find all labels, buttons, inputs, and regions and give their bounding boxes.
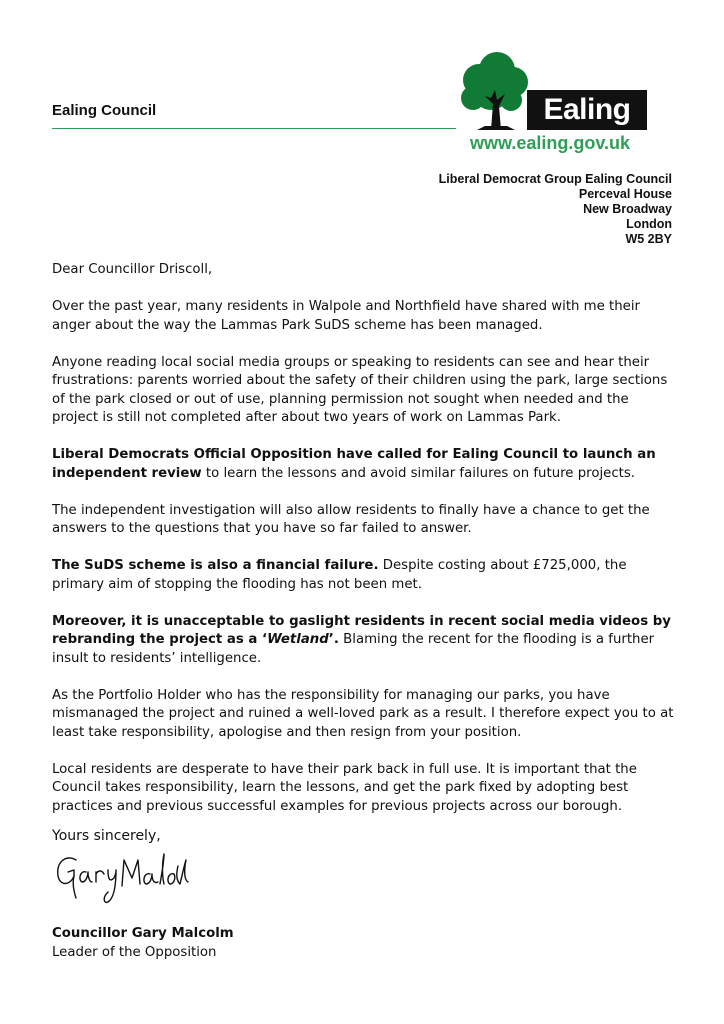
- tree-icon: [461, 52, 528, 130]
- paragraph-text: Despite costing about £725,000, the primary aim of stopping the flooding has not been met.: [52, 558, 627, 592]
- bold-italic-text: [267, 632, 329, 647]
- italic-text: Wetland: [267, 632, 329, 647]
- signatory-name: Councillor Gary Malcolm: [52, 926, 234, 941]
- recipient-address: [439, 172, 672, 247]
- signatory-title: Leader of the Opposition: [52, 944, 217, 960]
- address-line: W5 2BY: [625, 232, 672, 246]
- paragraph-text: Blaming the recent for the flooding is a further insult to residents’ intelligence.: [52, 632, 655, 666]
- closing: Yours sincerely,: [52, 828, 161, 844]
- address-line: London: [626, 217, 672, 231]
- bold-text: ’.: [328, 632, 339, 647]
- bold-text: The SuDS scheme is also a financial failure.: [52, 558, 379, 573]
- paragraph: As the Portfolio Holder who has the responsibility for managing our parks, you have mismanaged the project and ruined a well-loved park as a result. I therefore expect you to at least take responsibility, apologise and then resign from your position.: [52, 687, 674, 740]
- paragraph: The independent investigation will also allow residents to finally have a chance to get the answers to the questions that you have so far failed to answer.: [52, 502, 650, 536]
- paragraph: [52, 446, 676, 483]
- handwritten-signature: [52, 846, 190, 908]
- signoff: [52, 925, 234, 962]
- header-rule: [52, 128, 456, 129]
- paragraph: Over the past year, many residents in Walpole and Northfield have shared with me their anger about the way the Lammas Park SuDS scheme has been managed.: [52, 299, 641, 333]
- paragraph: Local residents are desperate to have their park back in full use. It is important that the Council takes responsibility, learn the lessons, and get the park fixed by adopting best practices and previous successful examples for previous projects across our borough.: [52, 761, 637, 814]
- address-line: Perceval House: [578, 187, 672, 201]
- website-link[interactable]: www.ealing.gov.uk: [470, 133, 631, 153]
- address-line: New Broadway: [583, 202, 672, 216]
- paragraph-text: to learn the lessons and avoid similar failures on future projects.: [201, 465, 636, 481]
- letter-body: [52, 261, 676, 835]
- bold-text: Liberal Democrats Official Opposition have called for Ealing Council to launch an independent review: [52, 447, 656, 481]
- paragraph: [52, 557, 676, 594]
- org-name: Ealing Council: [52, 102, 157, 119]
- salutation: Dear Councillor Driscoll,: [52, 262, 213, 277]
- paragraph: Anyone reading local social media groups or speaking to residents can see and hear their frustrations: parents worried about the safety of their children using the park, large sections of the park closed or out of use, planning permission not sought when needed and the project is still not completed after about two years of work on Lammas Park.: [52, 354, 668, 425]
- bold-text: Moreover, it is unacceptable to gaslight residents in recent social media videos by rebranding the project as a ‘: [52, 613, 671, 647]
- logo-wordmark: Ealing: [543, 93, 631, 126]
- address-line: Liberal Democrat Group Ealing Council: [438, 172, 672, 186]
- paragraph: [52, 613, 676, 669]
